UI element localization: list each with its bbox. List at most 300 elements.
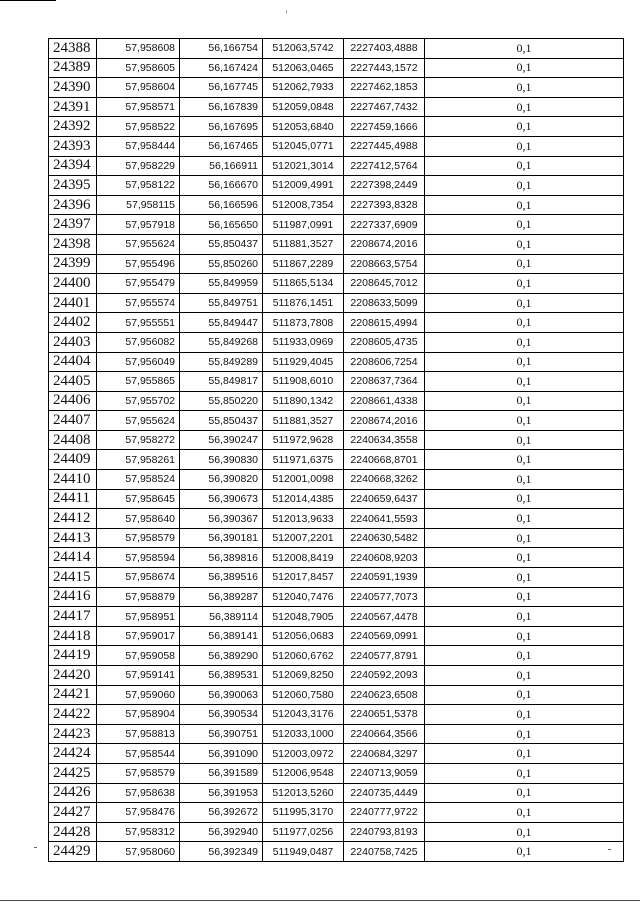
x-coordinate-cell: 512003,0972 [263,744,344,764]
table-row [49,313,624,333]
x-coordinate-cell: 511977,0256 [263,822,344,842]
table-row [49,293,624,313]
table-row [49,626,624,646]
latitude-cell: 57,955624 [97,411,180,431]
longitude-cell: 55,849959 [180,274,263,294]
latitude-cell: 57,958544 [97,744,180,764]
y-coordinate-cell: 2227467,7432 [344,97,425,117]
accuracy-cell: 0,1 [425,195,624,215]
table-row [49,411,624,431]
longitude-cell: 56,167465 [180,136,263,156]
accuracy-cell: 0,1 [425,568,624,588]
point-number-cell: 24390 [49,78,97,98]
x-coordinate-cell: 511881,3527 [263,234,344,254]
latitude-cell: 57,958229 [97,156,180,176]
accuracy-cell: 0,1 [425,58,624,78]
latitude-cell: 57,955479 [97,274,180,294]
longitude-cell: 56,390181 [180,528,263,548]
point-number-cell: 24400 [49,274,97,294]
point-number-cell: 24408 [49,430,97,450]
accuracy-cell: 0,1 [425,274,624,294]
table-row [49,489,624,509]
y-coordinate-cell: 2240608,9203 [344,548,425,568]
table-row [49,372,624,392]
latitude-cell: 57,958645 [97,489,180,509]
longitude-cell: 56,389141 [180,626,263,646]
table-row [49,352,624,372]
point-number-cell: 24406 [49,391,97,411]
longitude-cell: 55,849289 [180,352,263,372]
table-row [49,685,624,705]
point-number-cell: 24389 [49,58,97,78]
y-coordinate-cell: 2208661,4338 [344,391,425,411]
accuracy-cell: 0,1 [425,587,624,607]
table-row [49,391,624,411]
x-coordinate-cell: 511908,6010 [263,372,344,392]
x-coordinate-cell: 512017,8457 [263,568,344,588]
y-coordinate-cell: 2227459,1666 [344,117,425,137]
table-row [49,97,624,117]
coordinates-table-body [49,39,624,862]
accuracy-cell: 0,1 [425,705,624,725]
point-number-cell: 24419 [49,646,97,666]
longitude-cell: 55,849817 [180,372,263,392]
point-number-cell: 24407 [49,411,97,431]
y-coordinate-cell: 2240684,3297 [344,744,425,764]
y-coordinate-cell: 2227445,4988 [344,136,425,156]
longitude-cell: 56,389114 [180,607,263,627]
longitude-cell: 56,166670 [180,176,263,196]
point-number-cell: 24395 [49,176,97,196]
x-coordinate-cell: 511890,1342 [263,391,344,411]
x-coordinate-cell: 511949,0487 [263,842,344,862]
longitude-cell: 56,390063 [180,685,263,705]
accuracy-cell: 0,1 [425,313,624,333]
scan-mark [34,847,37,848]
y-coordinate-cell: 2240758,7425 [344,842,425,862]
table-row [49,666,624,686]
point-number-cell: 24429 [49,842,97,862]
table-row [49,430,624,450]
table-row [49,450,624,470]
accuracy-cell: 0,1 [425,411,624,431]
latitude-cell: 57,956082 [97,332,180,352]
longitude-cell: 56,390830 [180,450,263,470]
y-coordinate-cell: 2240641,5593 [344,509,425,529]
table-row [49,587,624,607]
x-coordinate-cell: 512001,0098 [263,470,344,490]
y-coordinate-cell: 2240569,0991 [344,626,425,646]
accuracy-cell: 0,1 [425,117,624,137]
x-coordinate-cell: 512033,1000 [263,724,344,744]
page-edge-line-top [0,0,56,1]
point-number-cell: 24426 [49,783,97,803]
latitude-cell: 57,955574 [97,293,180,313]
y-coordinate-cell: 2240651,5378 [344,705,425,725]
latitude-cell: 57,955496 [97,254,180,274]
longitude-cell: 56,166911 [180,156,263,176]
y-coordinate-cell: 2227398,2449 [344,176,425,196]
latitude-cell: 57,958904 [97,705,180,725]
table-row [49,39,624,59]
latitude-cell: 57,959017 [97,626,180,646]
table-row [49,332,624,352]
y-coordinate-cell: 2208605,4735 [344,332,425,352]
x-coordinate-cell: 511881,3527 [263,411,344,431]
point-number-cell: 24397 [49,215,97,235]
x-coordinate-cell: 512009,4991 [263,176,344,196]
y-coordinate-cell: 2208674,2016 [344,411,425,431]
accuracy-cell: 0,1 [425,176,624,196]
accuracy-cell: 0,1 [425,842,624,862]
x-coordinate-cell: 512040,7476 [263,587,344,607]
longitude-cell: 56,391589 [180,763,263,783]
y-coordinate-cell: 2227462,1853 [344,78,425,98]
x-coordinate-cell: 512007,2201 [263,528,344,548]
accuracy-cell: 0,1 [425,646,624,666]
longitude-cell: 56,390247 [180,430,263,450]
table-row [49,803,624,823]
table-row [49,842,624,862]
y-coordinate-cell: 2240634,3558 [344,430,425,450]
x-coordinate-cell: 512013,5260 [263,783,344,803]
x-coordinate-cell: 511971,6375 [263,450,344,470]
y-coordinate-cell: 2240592,2093 [344,666,425,686]
x-coordinate-cell: 512006,9548 [263,763,344,783]
y-coordinate-cell: 2240659,6437 [344,489,425,509]
x-coordinate-cell: 511987,0991 [263,215,344,235]
point-number-cell: 24391 [49,97,97,117]
latitude-cell: 57,958674 [97,568,180,588]
latitude-cell: 57,958594 [97,548,180,568]
point-number-cell: 24404 [49,352,97,372]
accuracy-cell: 0,1 [425,607,624,627]
latitude-cell: 57,958579 [97,763,180,783]
scan-mark [286,10,287,13]
longitude-cell: 56,166754 [180,39,263,59]
point-number-cell: 24394 [49,156,97,176]
longitude-cell: 56,166596 [180,195,263,215]
x-coordinate-cell: 511876,1451 [263,293,344,313]
accuracy-cell: 0,1 [425,254,624,274]
longitude-cell: 56,392940 [180,822,263,842]
latitude-cell: 57,958951 [97,607,180,627]
accuracy-cell: 0,1 [425,626,624,646]
y-coordinate-cell: 2240668,8701 [344,450,425,470]
accuracy-cell: 0,1 [425,450,624,470]
x-coordinate-cell: 511933,0969 [263,332,344,352]
accuracy-cell: 0,1 [425,803,624,823]
x-coordinate-cell: 512013,9633 [263,509,344,529]
point-number-cell: 24399 [49,254,97,274]
point-number-cell: 24428 [49,822,97,842]
longitude-cell: 56,389290 [180,646,263,666]
accuracy-cell: 0,1 [425,666,624,686]
y-coordinate-cell: 2227393,8328 [344,195,425,215]
latitude-cell: 57,958115 [97,195,180,215]
longitude-cell: 55,849447 [180,313,263,333]
accuracy-cell: 0,1 [425,548,624,568]
point-number-cell: 24420 [49,666,97,686]
point-number-cell: 24388 [49,39,97,59]
latitude-cell: 57,958605 [97,58,180,78]
table-row [49,783,624,803]
accuracy-cell: 0,1 [425,372,624,392]
table-row [49,215,624,235]
accuracy-cell: 0,1 [425,97,624,117]
table-row [49,607,624,627]
table-row [49,78,624,98]
point-number-cell: 24416 [49,587,97,607]
y-coordinate-cell: 2240777,9722 [344,803,425,823]
latitude-cell: 57,958122 [97,176,180,196]
longitude-cell: 56,392349 [180,842,263,862]
accuracy-cell: 0,1 [425,391,624,411]
table-row [49,528,624,548]
longitude-cell: 55,850220 [180,391,263,411]
y-coordinate-cell: 2208615,4994 [344,313,425,333]
latitude-cell: 57,959060 [97,685,180,705]
x-coordinate-cell: 511867,2289 [263,254,344,274]
table-row [49,744,624,764]
longitude-cell: 56,389531 [180,666,263,686]
accuracy-cell: 0,1 [425,822,624,842]
table-row [49,724,624,744]
longitude-cell: 56,167695 [180,117,263,137]
longitude-cell: 55,850437 [180,411,263,431]
accuracy-cell: 0,1 [425,234,624,254]
longitude-cell: 56,391953 [180,783,263,803]
y-coordinate-cell: 2240630,5482 [344,528,425,548]
latitude-cell: 57,958879 [97,587,180,607]
x-coordinate-cell: 512063,5742 [263,39,344,59]
table-row [49,274,624,294]
x-coordinate-cell: 511972,9628 [263,430,344,450]
table-row [49,195,624,215]
x-coordinate-cell: 512008,8419 [263,548,344,568]
longitude-cell: 56,390751 [180,724,263,744]
longitude-cell: 56,390673 [180,489,263,509]
x-coordinate-cell: 512063,0465 [263,58,344,78]
accuracy-cell: 0,1 [425,332,624,352]
point-number-cell: 24409 [49,450,97,470]
y-coordinate-cell: 2240664,3566 [344,724,425,744]
point-number-cell: 24401 [49,293,97,313]
accuracy-cell: 0,1 [425,783,624,803]
x-coordinate-cell: 512014,4385 [263,489,344,509]
point-number-cell: 24405 [49,372,97,392]
y-coordinate-cell: 2240735,4449 [344,783,425,803]
latitude-cell: 57,955624 [97,234,180,254]
table-row [49,117,624,137]
latitude-cell: 57,958524 [97,470,180,490]
x-coordinate-cell: 512062,7933 [263,78,344,98]
longitude-cell: 56,392672 [180,803,263,823]
x-coordinate-cell: 511995,3170 [263,803,344,823]
latitude-cell: 57,958444 [97,136,180,156]
longitude-cell: 56,167839 [180,97,263,117]
y-coordinate-cell: 2208637,7364 [344,372,425,392]
table-row [49,58,624,78]
point-number-cell: 24425 [49,763,97,783]
longitude-cell: 56,390534 [180,705,263,725]
latitude-cell: 57,958060 [97,842,180,862]
accuracy-cell: 0,1 [425,509,624,529]
point-number-cell: 24417 [49,607,97,627]
latitude-cell: 57,958638 [97,783,180,803]
table-row [49,176,624,196]
latitude-cell: 57,955865 [97,372,180,392]
point-number-cell: 24403 [49,332,97,352]
point-number-cell: 24418 [49,626,97,646]
table-row [49,156,624,176]
y-coordinate-cell: 2227403,4888 [344,39,425,59]
latitude-cell: 57,958813 [97,724,180,744]
x-coordinate-cell: 511929,4045 [263,352,344,372]
point-number-cell: 24392 [49,117,97,137]
accuracy-cell: 0,1 [425,470,624,490]
table-row [49,646,624,666]
longitude-cell: 56,389516 [180,568,263,588]
y-coordinate-cell: 2227412,5764 [344,156,425,176]
longitude-cell: 56,167745 [180,78,263,98]
point-number-cell: 24415 [49,568,97,588]
x-coordinate-cell: 512069,8250 [263,666,344,686]
longitude-cell: 55,849751 [180,293,263,313]
x-coordinate-cell: 512048,7905 [263,607,344,627]
y-coordinate-cell: 2240793,8193 [344,822,425,842]
accuracy-cell: 0,1 [425,489,624,509]
latitude-cell: 57,958608 [97,39,180,59]
point-number-cell: 24424 [49,744,97,764]
y-coordinate-cell: 2240577,8791 [344,646,425,666]
x-coordinate-cell: 512056,0683 [263,626,344,646]
latitude-cell: 57,958640 [97,509,180,529]
accuracy-cell: 0,1 [425,724,624,744]
table-row [49,509,624,529]
table-row [49,254,624,274]
y-coordinate-cell: 2240713,9059 [344,763,425,783]
accuracy-cell: 0,1 [425,430,624,450]
point-number-cell: 24402 [49,313,97,333]
latitude-cell: 57,959058 [97,646,180,666]
longitude-cell: 56,167424 [180,58,263,78]
longitude-cell: 55,849268 [180,332,263,352]
y-coordinate-cell: 2208663,5754 [344,254,425,274]
latitude-cell: 57,956049 [97,352,180,372]
latitude-cell: 57,958312 [97,822,180,842]
table-row [49,548,624,568]
point-number-cell: 24427 [49,803,97,823]
longitude-cell: 56,165650 [180,215,263,235]
accuracy-cell: 0,1 [425,763,624,783]
accuracy-cell: 0,1 [425,352,624,372]
longitude-cell: 55,850437 [180,234,263,254]
table-row [49,763,624,783]
latitude-cell: 57,958571 [97,97,180,117]
point-number-cell: 24423 [49,724,97,744]
x-coordinate-cell: 512060,6762 [263,646,344,666]
x-coordinate-cell: 512008,7354 [263,195,344,215]
accuracy-cell: 0,1 [425,136,624,156]
accuracy-cell: 0,1 [425,293,624,313]
point-number-cell: 24393 [49,136,97,156]
y-coordinate-cell: 2227443,1572 [344,58,425,78]
coordinates-table [48,38,624,862]
x-coordinate-cell: 512021,3014 [263,156,344,176]
table-row [49,234,624,254]
longitude-cell: 55,850260 [180,254,263,274]
accuracy-cell: 0,1 [425,744,624,764]
y-coordinate-cell: 2208645,7012 [344,274,425,294]
latitude-cell: 57,958579 [97,528,180,548]
y-coordinate-cell: 2240623,6508 [344,685,425,705]
accuracy-cell: 0,1 [425,156,624,176]
table-row [49,705,624,725]
point-number-cell: 24410 [49,470,97,490]
point-number-cell: 24396 [49,195,97,215]
page-edge-line-bottom [0,900,640,901]
latitude-cell: 57,955702 [97,391,180,411]
x-coordinate-cell: 512059,0848 [263,97,344,117]
accuracy-cell: 0,1 [425,215,624,235]
accuracy-cell: 0,1 [425,78,624,98]
point-number-cell: 24413 [49,528,97,548]
y-coordinate-cell: 2208674,2016 [344,234,425,254]
y-coordinate-cell: 2208606,7254 [344,352,425,372]
point-number-cell: 24398 [49,234,97,254]
x-coordinate-cell: 512060,7580 [263,685,344,705]
latitude-cell: 57,958261 [97,450,180,470]
latitude-cell: 57,957918 [97,215,180,235]
table-row [49,568,624,588]
point-number-cell: 24414 [49,548,97,568]
table-row [49,822,624,842]
latitude-cell: 57,955551 [97,313,180,333]
x-coordinate-cell: 511873,7808 [263,313,344,333]
accuracy-cell: 0,1 [425,39,624,59]
y-coordinate-cell: 2240668,3262 [344,470,425,490]
latitude-cell: 57,958476 [97,803,180,823]
point-number-cell: 24411 [49,489,97,509]
x-coordinate-cell: 512053,6840 [263,117,344,137]
longitude-cell: 56,390367 [180,509,263,529]
longitude-cell: 56,390820 [180,470,263,490]
y-coordinate-cell: 2240591,1939 [344,568,425,588]
y-coordinate-cell: 2240567,4478 [344,607,425,627]
latitude-cell: 57,958604 [97,78,180,98]
x-coordinate-cell: 511865,5134 [263,274,344,294]
table-row [49,136,624,156]
latitude-cell: 57,959141 [97,666,180,686]
point-number-cell: 24422 [49,705,97,725]
x-coordinate-cell: 512043,3176 [263,705,344,725]
latitude-cell: 57,958522 [97,117,180,137]
accuracy-cell: 0,1 [425,528,624,548]
longitude-cell: 56,389816 [180,548,263,568]
y-coordinate-cell: 2240577,7073 [344,587,425,607]
longitude-cell: 56,389287 [180,587,263,607]
longitude-cell: 56,391090 [180,744,263,764]
y-coordinate-cell: 2227337,6909 [344,215,425,235]
point-number-cell: 24421 [49,685,97,705]
accuracy-cell: 0,1 [425,685,624,705]
x-coordinate-cell: 512045,0771 [263,136,344,156]
latitude-cell: 57,958272 [97,430,180,450]
point-number-cell: 24412 [49,509,97,529]
y-coordinate-cell: 2208633,5099 [344,293,425,313]
table-row [49,470,624,490]
